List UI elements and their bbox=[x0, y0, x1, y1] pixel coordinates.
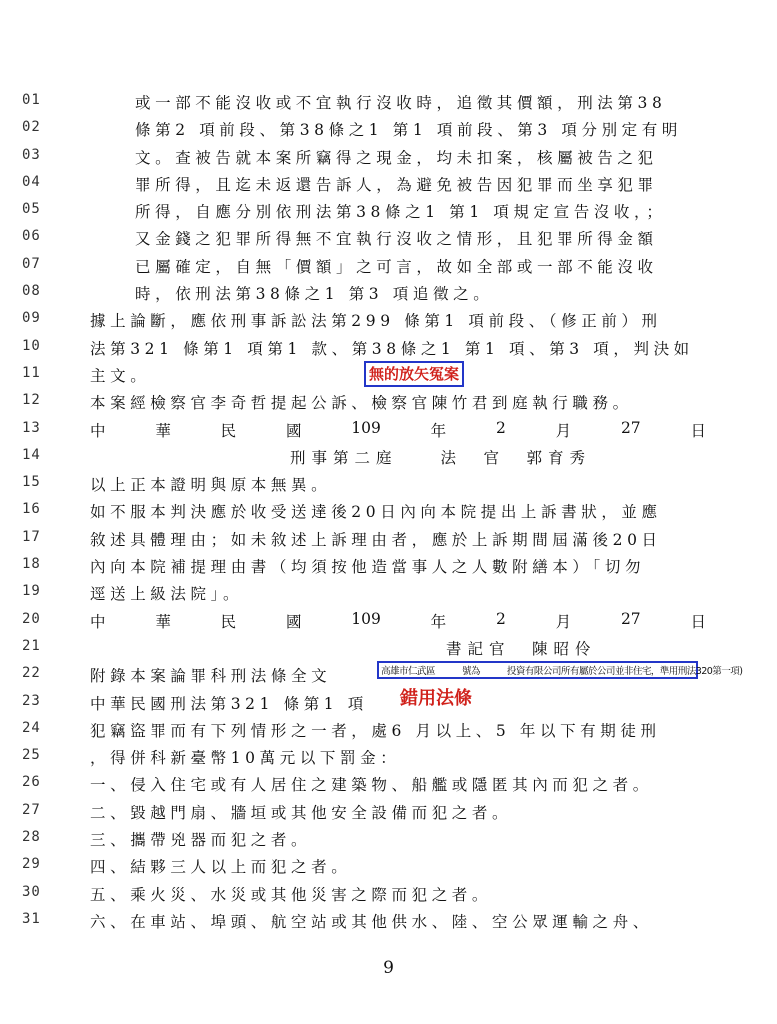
document-line bbox=[0, 634, 777, 661]
document-line bbox=[0, 88, 777, 115]
date-part: 華 bbox=[155, 421, 171, 440]
document-line bbox=[0, 143, 777, 170]
line-number: 04 bbox=[22, 173, 41, 190]
line-number: 09 bbox=[22, 310, 41, 327]
line-number: 05 bbox=[22, 201, 41, 218]
signature-line: 書記官 陳昭伶 bbox=[446, 639, 597, 658]
line-text: 中華民國刑法第321 條第1 項 bbox=[90, 694, 368, 713]
line-text: 時，依刑法第38條之1 第3 項追徵之。 bbox=[135, 285, 494, 304]
line-text: 所得，自應分別依刑法第38條之1 第1 項規定宣告沒收，； bbox=[135, 203, 667, 222]
document-line bbox=[0, 306, 777, 333]
line-number: 03 bbox=[22, 146, 41, 163]
document-line bbox=[0, 552, 777, 579]
document-line bbox=[0, 388, 777, 415]
document-line bbox=[0, 497, 777, 524]
line-text: 逕送上級法院」。 bbox=[90, 585, 244, 604]
line-number: 23 bbox=[22, 692, 41, 709]
line-text: 如不服本判決應於收受送達後20日內向本院提出上訴書狀，並應 bbox=[90, 503, 662, 522]
line-text: 罪所得，且迄未返還告訴人，為避免被告因犯罪而坐享犯罪 bbox=[135, 175, 658, 194]
line-text: ，得併科新臺幣10萬元以下罰金： bbox=[90, 749, 401, 768]
date-part: 中 bbox=[90, 421, 106, 440]
document-line bbox=[0, 825, 777, 852]
document-line bbox=[0, 852, 777, 879]
date-part: 2 bbox=[495, 609, 506, 628]
document-line bbox=[0, 743, 777, 770]
line-number: 29 bbox=[22, 856, 41, 873]
line-text: 據上論斷，應依刑事訴訟法第299 條第1 項前段、（修正前）刑 bbox=[90, 312, 662, 331]
document-line bbox=[0, 115, 777, 142]
date-part: 民 bbox=[220, 421, 237, 440]
line-number: 08 bbox=[22, 283, 41, 300]
line-text: 條第2 項前段、第38條之1 第1 項前段、第3 項分別定有明 bbox=[135, 121, 682, 140]
date-part: 日 bbox=[690, 421, 706, 440]
line-text: 以上正本證明與原本無異。 bbox=[90, 476, 332, 495]
date-part: 年 bbox=[430, 612, 447, 631]
line-text: 六、在車站、埠頭、航空站或其他供水、陸、空公眾運輸之舟、 bbox=[90, 912, 653, 931]
line-number: 10 bbox=[22, 337, 41, 354]
document-line bbox=[0, 279, 777, 306]
line-text: 四、結夥三人以上而犯之者。 bbox=[90, 858, 352, 877]
line-number: 22 bbox=[22, 665, 41, 682]
line-number: 12 bbox=[22, 392, 41, 409]
line-number: 15 bbox=[22, 474, 41, 491]
date-part: 月 bbox=[555, 421, 572, 440]
line-text: 已屬確定，自無「價額」之可言，故如全部或一部不能沒收 bbox=[135, 257, 658, 276]
line-number: 19 bbox=[22, 583, 41, 600]
line-text: 二、毀越門扇、牆垣或其他安全設備而犯之者。 bbox=[90, 803, 513, 822]
line-number: 28 bbox=[22, 829, 41, 846]
date-line bbox=[90, 610, 706, 632]
line-number: 13 bbox=[22, 419, 41, 436]
date-part: 109 bbox=[351, 609, 381, 628]
line-number: 06 bbox=[22, 228, 41, 245]
line-text: 法第321 條第1 項第1 款、第38條之1 第1 項、第3 項，判決如 bbox=[90, 339, 694, 358]
line-text: 本案經檢察官李奇哲提起公訴、檢察官陳竹君到庭執行職務。 bbox=[90, 394, 633, 413]
document-line bbox=[0, 880, 777, 907]
line-text: 文。查被告就本案所竊得之現金，均未扣案，核屬被告之犯 bbox=[135, 148, 658, 167]
document-line bbox=[0, 224, 777, 251]
date-part: 27 bbox=[620, 609, 641, 628]
line-text: 內向本院補提理由書（均須按他造當事人之人數附繕本）「切勿 bbox=[90, 558, 646, 577]
date-part: 2 bbox=[495, 418, 506, 437]
line-text: 三、攜帶兇器而犯之者。 bbox=[90, 831, 312, 850]
date-part: 27 bbox=[620, 418, 641, 437]
line-number: 01 bbox=[22, 92, 41, 108]
line-number: 14 bbox=[22, 446, 41, 463]
line-text: 又金錢之犯罪所得無不宜執行沒收之情形，且犯罪所得金額 bbox=[135, 230, 658, 249]
document-lines bbox=[0, 88, 777, 934]
line-number: 16 bbox=[22, 501, 41, 518]
document-line bbox=[0, 252, 777, 279]
line-number: 26 bbox=[22, 774, 41, 791]
line-text: 主文。 bbox=[90, 366, 151, 385]
line-text: 一、侵入住宅或有人居住之建築物、船艦或隱匿其內而犯之者。 bbox=[90, 776, 653, 795]
line-number: 30 bbox=[22, 883, 41, 900]
line-text: 犯竊盜罪而有下列情形之一者，處6 月以上、5 年以下有期徒刑 bbox=[90, 721, 661, 740]
document-line bbox=[0, 443, 777, 470]
document-line bbox=[0, 907, 777, 934]
line-number: 24 bbox=[22, 719, 41, 736]
document-line bbox=[0, 689, 777, 716]
line-number: 21 bbox=[22, 637, 41, 654]
line-number: 20 bbox=[22, 610, 41, 627]
line-number: 07 bbox=[22, 255, 41, 272]
annotation-box-label: 無的放矢冤案 bbox=[364, 361, 464, 387]
document-line bbox=[0, 416, 777, 443]
date-part: 華 bbox=[155, 612, 171, 631]
annotation-blue-note bbox=[377, 661, 743, 679]
date-part: 中 bbox=[90, 612, 106, 631]
line-number: 31 bbox=[22, 910, 41, 927]
line-text: 或一部不能沒收或不宜執行沒收時，追徵其價額，刑法第38 bbox=[135, 94, 667, 112]
line-number: 02 bbox=[22, 119, 41, 136]
annotation-red-label: 錯用法條 bbox=[400, 688, 472, 709]
date-part: 國 bbox=[285, 612, 302, 631]
document-line bbox=[0, 770, 777, 797]
document-line bbox=[0, 170, 777, 197]
date-part: 民 bbox=[220, 612, 237, 631]
document-line bbox=[0, 525, 777, 552]
line-number: 11 bbox=[22, 364, 41, 381]
page-number: 9 bbox=[383, 958, 394, 978]
date-part: 日 bbox=[690, 612, 706, 631]
document-line bbox=[0, 579, 777, 606]
document-line bbox=[0, 716, 777, 743]
document-line bbox=[0, 334, 777, 361]
date-part: 國 bbox=[285, 421, 302, 440]
document-line bbox=[0, 798, 777, 825]
document-line bbox=[0, 470, 777, 497]
date-line bbox=[90, 419, 706, 441]
signature-line: 刑事第二庭 法 官 郭育秀 bbox=[290, 448, 592, 467]
line-text: 五、乘火災、水災或其他災害之際而犯之者。 bbox=[90, 885, 493, 904]
line-text: 敘述具體理由；如未敘述上訴理由者，應於上訴期間屆滿後20日 bbox=[90, 530, 662, 549]
line-number: 18 bbox=[22, 556, 41, 573]
date-part: 年 bbox=[430, 421, 447, 440]
line-number: 27 bbox=[22, 801, 41, 818]
line-number: 25 bbox=[22, 747, 41, 764]
line-text: 附錄本案論罪科刑法條全文 bbox=[90, 667, 332, 686]
line-number: 17 bbox=[22, 528, 41, 545]
annotation-blue-note-text: 高雄市仁武區 號為 投資有限公司所有屬於公司並非住宅，準用刑法320第一項) bbox=[381, 666, 743, 677]
document-line bbox=[0, 607, 777, 634]
date-part: 月 bbox=[555, 612, 572, 631]
document-line bbox=[0, 197, 777, 224]
date-part: 109 bbox=[351, 418, 381, 437]
